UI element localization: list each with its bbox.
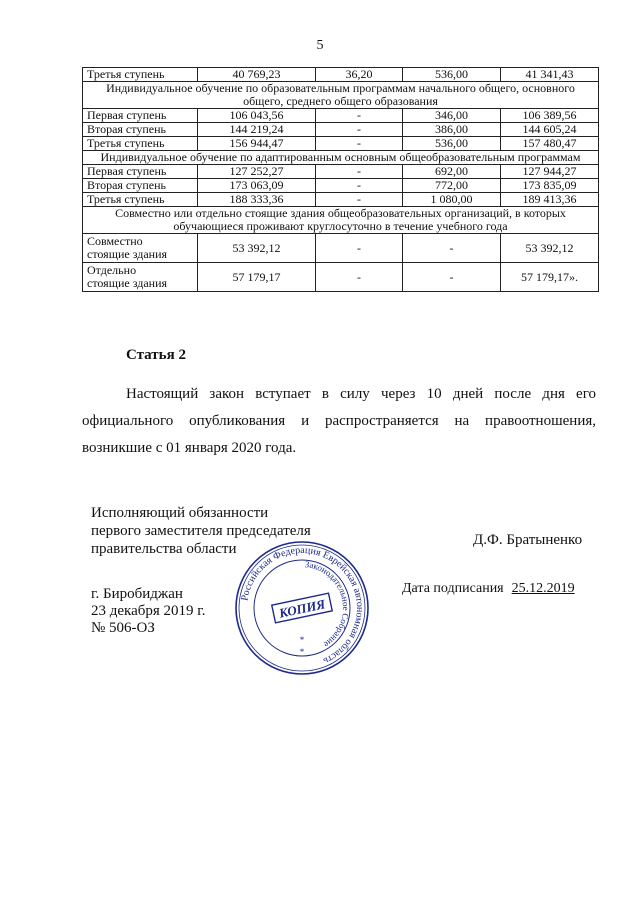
row-label: Первая ступень [83,165,198,179]
cell-value: 57 179,17». [501,263,599,292]
cost-table [82,67,599,292]
article-title: Статья 2 [126,347,186,363]
signer-position-line: Исполняющий обязанности [91,505,269,521]
section-header-row [83,207,599,234]
section-header-row [83,82,599,109]
cell-value: 536,00 [403,137,501,151]
cell-value: - [316,137,403,151]
cell-value: - [316,193,403,207]
section-header-row [83,151,599,165]
row-label: Третья ступень [83,193,198,207]
row-label [83,234,198,263]
cell-value: 772,00 [403,179,501,193]
cell-value: - [316,123,403,137]
law-number: № 506-ОЗ [91,620,155,636]
row-label: Третья ступень [83,137,198,151]
place-block [91,586,206,637]
stamp-star-icon: * [299,635,305,645]
table-row [83,68,599,82]
signing-date-value: 25.12.2019 [511,581,575,596]
table-row [83,137,599,151]
table-row [83,179,599,193]
cell-value: 173 835,09 [501,179,599,193]
signer-position-line: первого заместителя председателя [91,523,311,539]
stamp-star-icon: * [299,647,305,657]
cell-value: 127 252,27 [198,165,316,179]
cell-value: - [316,165,403,179]
cell-value: - [316,263,403,292]
row-label: Третья ступень [83,68,198,82]
signer-name: Д.Ф. Братыненко [473,532,583,548]
table-row [83,193,599,207]
cell-value: 144 605,24 [501,123,599,137]
row-label-line: Отдельно [87,263,137,277]
cell-value: 41 341,43 [501,68,599,82]
cell-value: 127 944,27 [501,165,599,179]
section-title: Индивидуальное обучение по образовательным программам начального общего, основного общего, среднего общего образования [83,82,599,109]
row-label-line: Совместно [87,234,143,248]
city: г. Биробиджан [91,586,183,602]
cell-value: 189 413,36 [501,193,599,207]
cell-value: 53 392,12 [501,234,599,263]
cell-value: 536,00 [403,68,501,82]
signer-position-line: правительства области [91,541,237,557]
table-row [83,123,599,137]
article-text: Настоящий закон вступает в силу через 10 дней после дня его официального опубликования и распространяется на правоотношения, возникшие с 01 января 2020 года. [82,386,596,456]
row-label [83,263,198,292]
row-label: Вторая ступень [83,179,198,193]
cell-value: 156 944,47 [198,137,316,151]
section-title: Совместно или отдельно стоящие здания общеобразовательных организаций, в которых обучающиеся проживают круглосуточно в течение учебного года [83,207,599,234]
signing-date-block [402,581,575,597]
table-row [83,165,599,179]
cell-value: - [316,234,403,263]
cell-value: 1 080,00 [403,193,501,207]
section-title: Индивидуальное обучение по адаптированным основным общеобразовательным программам [83,151,599,165]
cell-value: 692,00 [403,165,501,179]
stamp-copy-label: КОПИЯ [277,596,327,621]
table-row [83,263,599,292]
row-label-line: стоящие здания [87,276,168,290]
table-row [83,234,599,263]
signing-date-label: Дата подписания [402,581,504,596]
cell-value: 36,20 [316,68,403,82]
row-label-line: стоящие здания [87,247,168,261]
cell-value: - [316,179,403,193]
cell-value: 144 219,24 [198,123,316,137]
official-stamp [233,539,371,677]
page-number: 5 [316,38,324,53]
cell-value: 40 769,23 [198,68,316,82]
cell-value: - [316,109,403,123]
cell-value: 106 043,56 [198,109,316,123]
table-row [83,109,599,123]
stamp-inner-text: Законодательное Собрание [304,559,352,650]
cell-value: - [403,234,501,263]
row-label: Первая ступень [83,109,198,123]
cell-value: - [403,263,501,292]
row-label: Вторая ступень [83,123,198,137]
cell-value: 173 063,09 [198,179,316,193]
cell-value: 386,00 [403,123,501,137]
cell-value: 188 333,36 [198,193,316,207]
cell-value: 346,00 [403,109,501,123]
law-date: 23 декабря 2019 г. [91,603,206,619]
cell-value: 157 480,47 [501,137,599,151]
stamp-outer-text: Российская Федерация Еврейская автономная область [239,544,366,667]
cell-value: 57 179,17 [198,263,316,292]
cell-value: 53 392,12 [198,234,316,263]
cell-value: 106 389,56 [501,109,599,123]
